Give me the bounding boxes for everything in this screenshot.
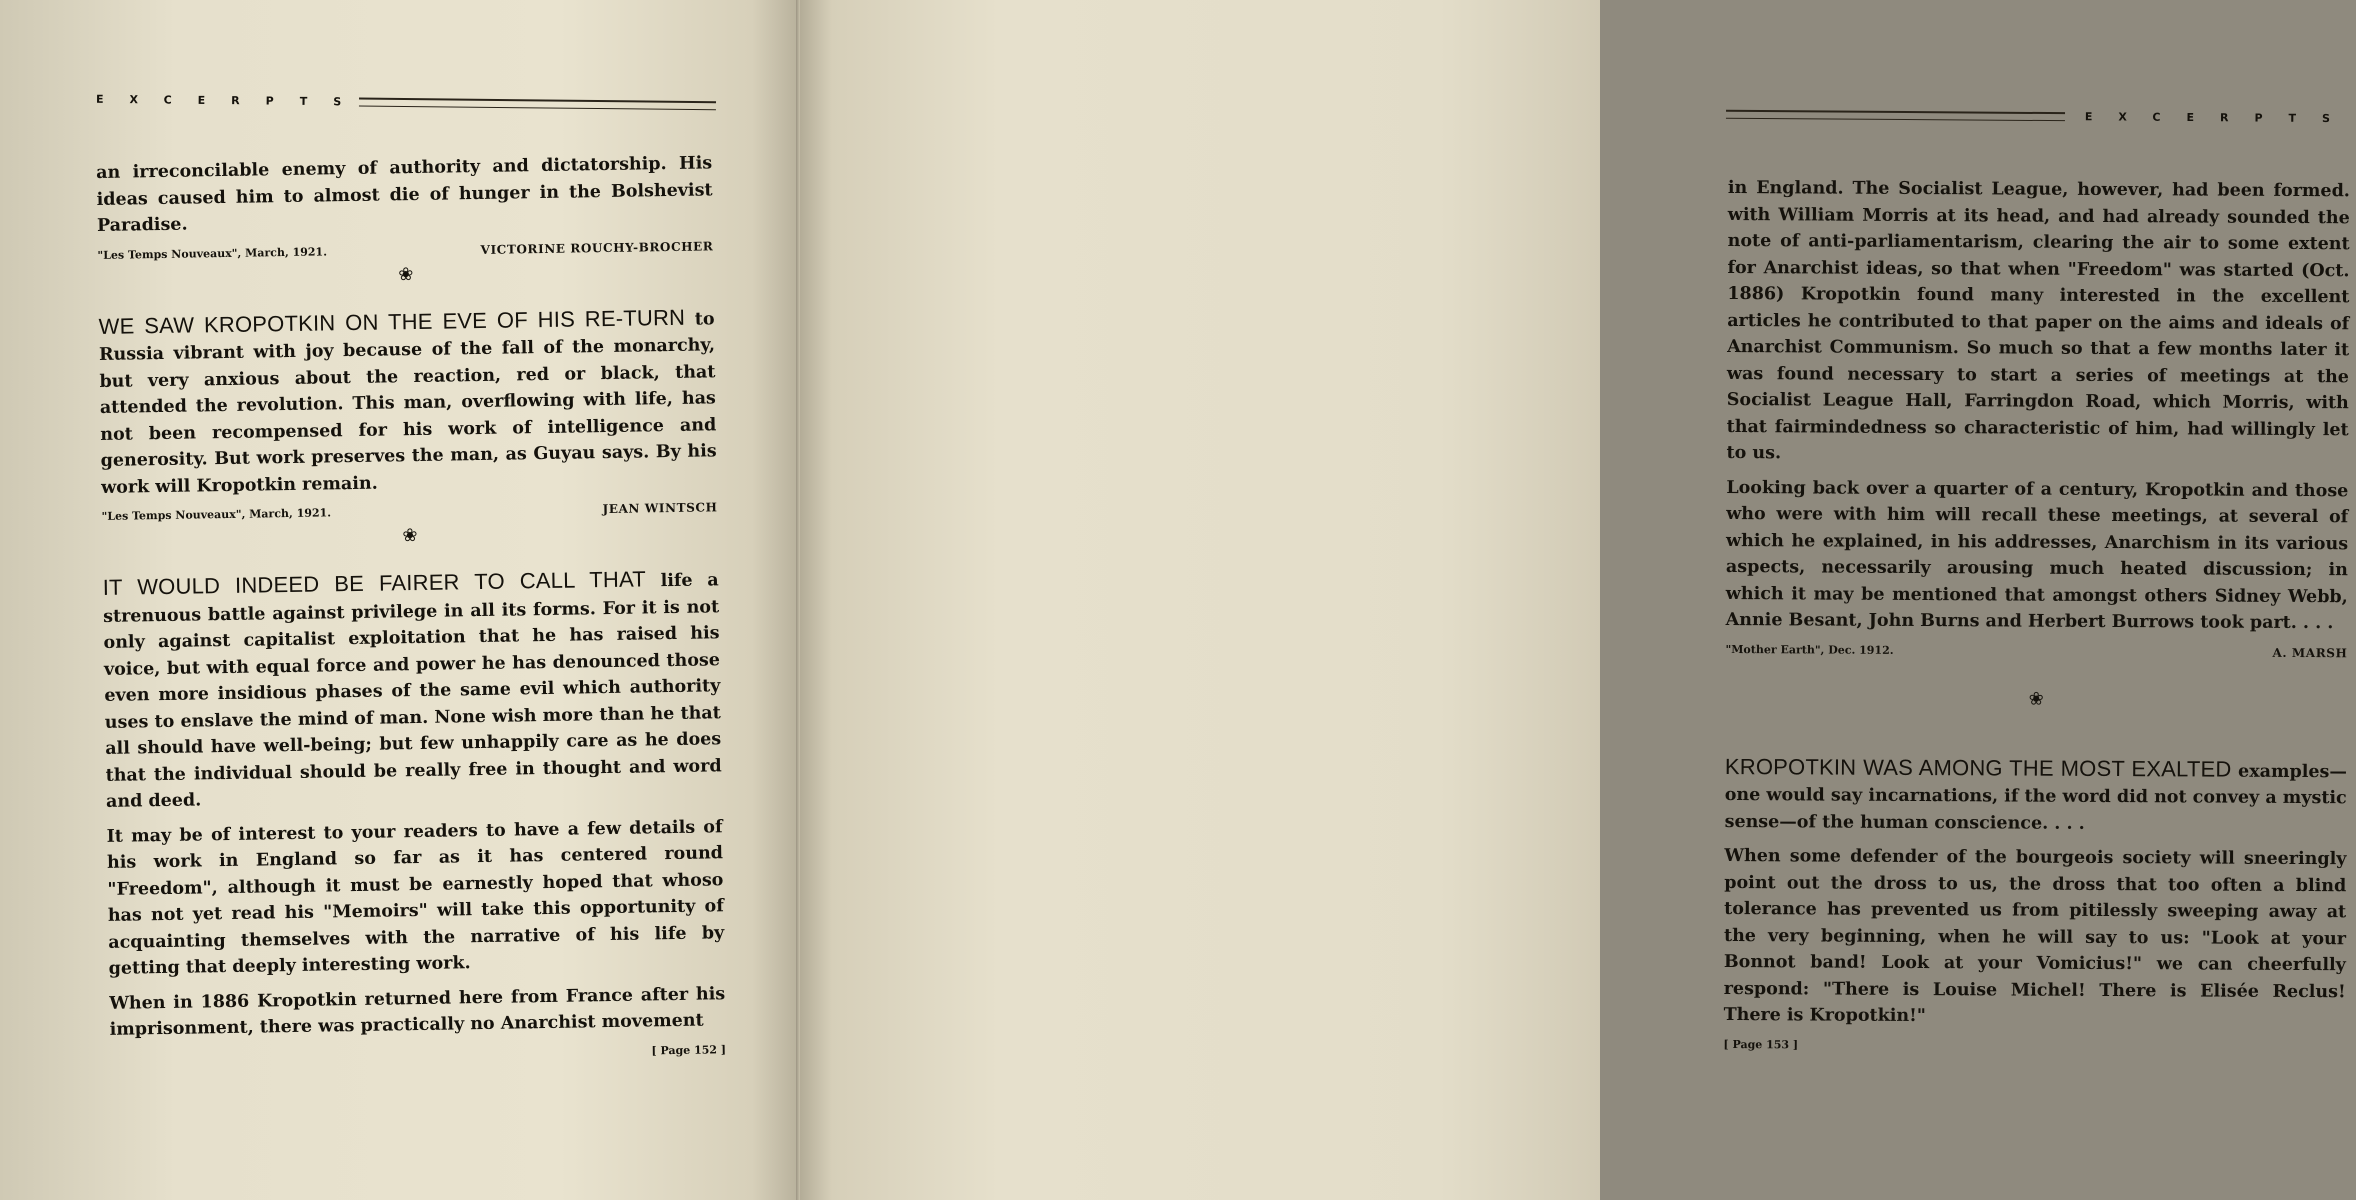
left-running-head [96,93,716,112]
citation-source: "Mother Earth", Dec. 1912. [1725,642,1894,657]
paragraph-lead: IT WOULD INDEED BE FAIRER TO CALL THAT [102,566,647,600]
paragraph [1724,843,2347,1032]
citation-author: A. MARSH [2272,645,2348,660]
running-head-title: EXCERPTS [2084,110,2356,126]
right-running-head [1726,108,2356,125]
paragraph [98,304,717,501]
paragraph-lead: KROPOTKIN WAS AMONG THE MOST EXALTED [1724,753,2232,782]
left-page [0,0,800,1200]
citation-source: "Les Temps Nouveaux", March, 1921. [101,506,332,523]
excerpt-block [1724,753,2347,1031]
citation-source: "Les Temps Nouveaux", March, 1921. [97,244,328,262]
page-number: [ Page 152 ] [651,1042,727,1057]
paragraph [96,150,713,239]
paragraph-text: life a strenuous battle against privilege in all its forms. For it is not only against capitalist exploitation that he has raised his voice, but with equal force and power he has denounced those even more insidious phases of the same evil which authority uses to enslave the mind of man. None wish more than he that all should have well-being; but few unhappily care as he does that the individual should be really free in thought and word and deed. [103,570,722,812]
paragraph [1725,753,2347,838]
head-rule [1726,110,2065,121]
fleuron-ornament-icon: ❀ [402,524,418,547]
paragraph [109,981,726,1044]
paragraph-text: in England. The Socialist League, however, had been formed. with William Morris at its head, and had already sounded the note of anti-parliamentarism, clearing the air to some extent for Anarchist ideas, so that when "Freedom" was started (Oct. 1886) Kropotkin found many interested in the excellent articles he contributed to that paper on the aims and ideals of Anarchist Communism. So much so that a few months later it was found necessary to start a series of meetings at the Socialist League Hall, Farringdon Road, which Morris, with that fairmindedness so characteristic of him, had willingly let to us. [1726,177,2350,464]
fleuron-ornament-icon: ❀ [398,263,414,285]
excerpt-block [98,304,718,553]
paragraph [106,814,724,983]
paragraph-text: When in 1886 Kropotkin returned here from France after his imprisonment, there was practically no Anarchist movement [109,983,726,1040]
paragraph-text: examples—one would say incarnations, if the word did not convey a mystic sense—of the human conscience. . . . [1724,761,2347,834]
paragraph-text: an irreconcilable enemy of authority and dictatorship. His ideas caused him to almost die of hunger in the Bolshevist Paradise. [96,153,713,236]
citation-author: VICTORINE ROUCHY-BROCHER [480,238,714,257]
paragraph-text: When some defender of the bourgeois society will sneeringly point out the dross to us, the dross that too often a blind tolerance has prevented us from pitilessly sweeping away at the very beginning, when he will say to us: "Look at your Bonnot band! Look at your Vomicius!" we can cheerfully respond: "There is Louise Michel! There is Elisée Reclus! There is Kropotkin!" [1723,845,2347,1027]
paragraph-text: It may be of interest to your readers to have a few details of his work in England so far as it has centered round "Freedom", although it must be earnestly hoped that whoso has not yet read his "Memoirs" will take this opportunity of acquainting themselves with the narrative of his life by getting that deeply interesting work. [106,816,725,979]
right-page [800,0,2356,1200]
fleuron-ornament-icon: ❀ [2028,688,2044,710]
citation-author: JEAN WINTSCH [602,500,718,517]
paragraph [103,565,723,815]
right-text-column [1723,175,2350,1056]
excerpt-block [103,565,726,1043]
page-number: [ Page 153 ] [1723,1037,1799,1051]
running-head-title: EXCERPTS [95,92,368,109]
paragraph-text: Looking back over a quarter of a century, Kropotkin and those who were with him will recall these meetings, at several of which he explained, in his addresses, Anarchism in its various aspects, necessarily arousing much heated discussion; in which it may be mentioned that amongst others Sidney Webb, Annie Besant, John Burns and Herbert Burrows took part. . . . [1725,477,2349,634]
paragraph [1726,175,2350,470]
citation-line [1725,641,2347,660]
excerpt-block [1725,175,2350,713]
paragraph-lead: WE SAW KROPOTKIN ON THE EVE OF HIS RE-TURN [98,304,686,339]
paragraph [1726,474,2349,636]
head-rule [359,98,716,111]
excerpt-block [96,150,714,291]
left-text-column [96,150,726,1067]
paragraph-text: to Russia vibrant with joy because of the fall of the monarchy, but very anxious about the reaction, red or black, that attended the revolution. This man, overflowing with life, has not been recompensed for his work of intelligence and generosity. But work preserves the man, as Guyau says. By his work will Kropotkin remain. [98,308,717,498]
